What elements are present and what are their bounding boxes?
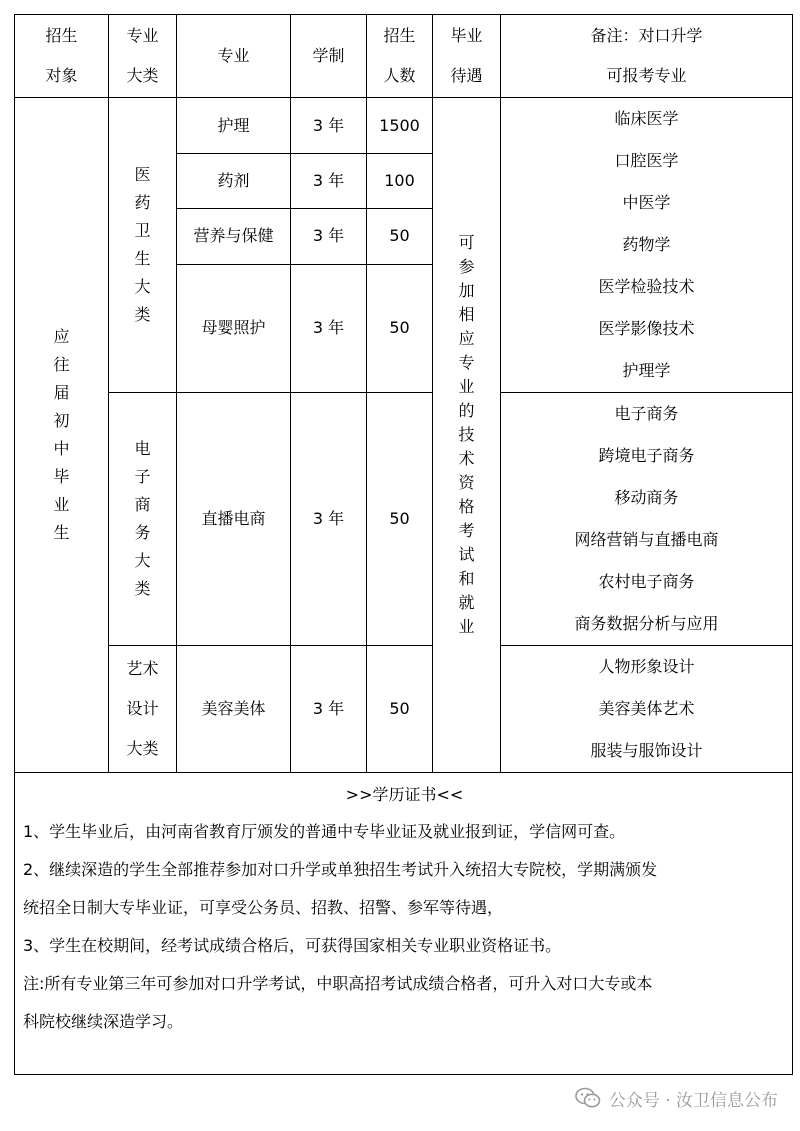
certificate-line: 1、学生毕业后，由河南省教育厅颁发的普通中专毕业证及就业报到证，学信网可查。 — [23, 822, 626, 841]
certificate-title: >>学历证书<< — [345, 785, 464, 804]
major-duration: 3 年 — [291, 264, 367, 392]
major-duration: 3 年 — [291, 393, 367, 646]
treatment-cell: 可 参 加 相 应 专 业 的 技 术 资 格 考 试 和 就 业 — [433, 98, 501, 773]
header-target: 招生 对象 — [15, 15, 109, 98]
header-duration: 学制 — [291, 15, 367, 98]
major-name: 营养与保健 — [177, 209, 291, 264]
enrollment-table — [14, 14, 793, 1075]
category-medical: 医 药 卫 生 大 类 — [109, 98, 177, 393]
major-name: 药剂 — [177, 154, 291, 209]
major-quota: 50 — [367, 264, 433, 392]
certificate-note-line: 科院校继续深造学习。 — [23, 1012, 184, 1031]
certificate-line: 3、学生在校期间，经考试成绩合格后，可获得国家相关专业职业资格证书。 — [23, 936, 562, 955]
major-quota: 50 — [367, 393, 433, 646]
remarks-art: 人物形象设计 美容美体艺术 服装与服饰设计 — [501, 646, 793, 773]
major-name: 直播电商 — [177, 393, 291, 646]
major-duration: 3 年 — [291, 209, 367, 264]
major-duration: 3 年 — [291, 646, 367, 773]
major-name: 护理 — [177, 98, 291, 154]
table-row — [15, 646, 793, 773]
certificate-note-line: 注:所有专业第三年可参加对口升学考试，中职高招考试成绩合格者，可升入对口大专或本 — [23, 974, 653, 993]
major-quota: 50 — [367, 646, 433, 773]
major-quota: 1500 — [367, 98, 433, 154]
watermark — [575, 1083, 778, 1113]
certificate-section — [15, 773, 793, 1075]
target-cell: 应 往 届 初 中 毕 业 生 — [15, 98, 109, 773]
certificate-row — [15, 773, 793, 1075]
major-quota: 100 — [367, 154, 433, 209]
wechat-icon — [575, 1087, 601, 1109]
remarks-ecommerce: 电子商务 跨境电子商务 移动商务 网络营销与直播电商 农村电子商务 商务数据分析与应用 — [501, 393, 793, 646]
major-duration: 3 年 — [291, 98, 367, 154]
header-major: 专业 — [177, 15, 291, 98]
header-row — [15, 15, 793, 98]
category-art: 艺术 设计 大类 — [109, 646, 177, 773]
header-category: 专业 大类 — [109, 15, 177, 98]
header-remarks: 备注：对口升学 可报考专业 — [501, 15, 793, 98]
header-quota: 招生 人数 — [367, 15, 433, 98]
category-ecommerce: 电 子 商 务 大 类 — [109, 393, 177, 646]
certificate-line: 统招全日制大专毕业证，可享受公务员、招教、招警、参军等待遇， — [23, 898, 504, 917]
major-name: 母婴照护 — [177, 264, 291, 392]
table-row — [15, 98, 793, 154]
major-duration: 3 年 — [291, 154, 367, 209]
certificate-line: 2、继续深造的学生全部推荐参加对口升学或单独招生考试升入统招大专院校，学期满颁发 — [23, 860, 658, 879]
watermark-text: 公众号 · 汝卫信息公布 — [608, 1090, 778, 1111]
header-treatment: 毕业 待遇 — [433, 15, 501, 98]
remarks-medical: 临床医学 口腔医学 中医学 药物学 医学检验技术 医学影像技术 护理学 — [501, 98, 793, 393]
table-row — [15, 393, 793, 646]
major-quota: 50 — [367, 209, 433, 264]
major-name: 美容美体 — [177, 646, 291, 773]
